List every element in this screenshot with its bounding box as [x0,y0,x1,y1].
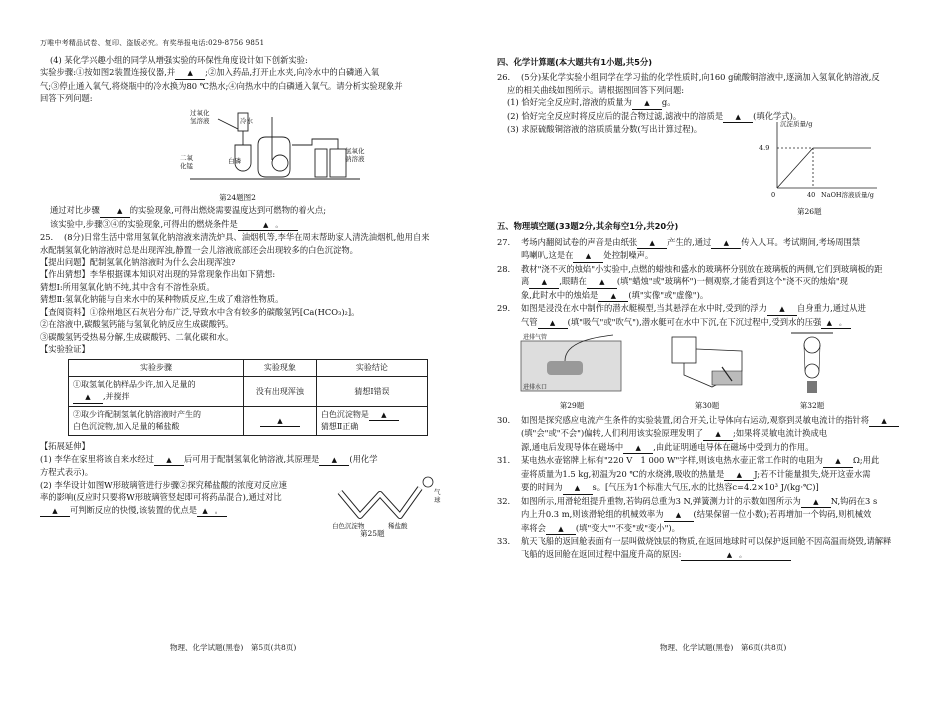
fig24-label: 氢溶液 [190,116,210,125]
fig30-caption: 第30题 [694,400,720,410]
answer-blank[interactable]: ▲ [598,291,628,303]
question-27: 27. 考场内翻阅试卷的声音是由纸张 ▲ 产生的,通过 ▲ 传入人耳。考试期间,考场周围禁 鸣喇叭,这是在 ▲ 处控制噪声。 [497,236,907,263]
page-footer-right: 物理、化学试题(黑卷) 第6页(共8页) [660,643,787,652]
question-32: 32. 如图所示,用滑轮组提升重物,若钩码总重为3 N,弹簧测力计的示数如图所示为 ▲ N,钩码在3 s 内上升0.3 m,则该滑轮组的机械效率为 ▲ (结果保留一位小数);若再增加一个钩码,则机械效 率将会 ▲ (填"变大""不变"或"变小")。 [497,495,907,536]
answer-blank[interactable]: ▲ [869,416,899,428]
q24-steps-cont: 气;③停止通入氧气,将烧瓶中的冷水换为80 ℃热水;④向热水中的白磷通入氧气。请分析实验现象并 [40,80,403,91]
section-4-title: 四、化学计算题(本大题共有1小题,共5分) [497,57,653,67]
answer-blank[interactable]: ▲ [587,277,617,289]
answer-blank[interactable]: ▲ [369,410,399,422]
figures-29-30-32 [517,331,837,412]
question-28: 28. 教材"浇不灭的烛焰"小实验中,点燃的蜡烛和盛水的玻璃杯分别放在玻璃板的两侧,它们到玻璃板的距 离 ▲ ,眼睛在 ▲ (填"蜡烛"或"玻璃杯")一侧观察,才能看到这个"浇不灭的烛焰"现 象,此时水中的烛焰是 ▲ (填"实像"或"虚像")。 [497,263,907,302]
q24-answer-prompt: 回答下列问题: [40,93,93,104]
answer-blank[interactable]: ▲ 。 [197,506,227,518]
answer-blank[interactable]: ▲ [260,416,300,428]
answer-blank[interactable]: ▲ [724,470,754,482]
q26-1: (1) 恰好完全反应时,溶液的质量为 ▲ g。 [497,96,907,110]
fig26-xlabel: NaOH溶液质量/g [821,191,874,200]
q26-2: (2) 恰好完全反应时将反应后的混合物过滤,滤液中的溶质是 ▲ (填化学式)。 [497,110,907,124]
fig32-pulley [787,331,837,395]
fig26-ytick: 4.9 [759,144,770,153]
fig25-label: 稀盐酸 [388,522,408,531]
fig24-label: 化锰 [180,161,193,170]
answer-blank[interactable]: ▲ [664,510,694,522]
answer-blank[interactable]: ▲ [623,443,653,455]
fig24-label: 冷水 [240,116,253,125]
question-31: 31. 某电热水壶铭牌上标有"220 V 1 000 W"字样,则该电热水壶正常工作时的电阻为 ▲ Ω;用此 壶将质量为1.5 kg,初温为20 ℃的水烧沸,吸收的热量是 ▲ J;若不计能量损失,烧开这壶水需 要的时间为 ▲ s。[气压为1个标准大气压,水的比热容c=4.2×10³ J/(kg·℃)] [497,454,907,495]
fig25-label: 球 [434,496,441,505]
right-page: 四、化学计算题(本大题共有1小题,共5分) 26. (5分)某化学实验小组同学在学习盐的化学性质时,向160 g硫酸铜溶液中,逐滴加入氢氧化钠溶液,反 应的相关曲线如图所示。请根据图回答下列问题: (1) 恰好完全反应时,溶液的质量为 ▲ g。 (2) 恰好完全反应时将反应后的混合物过滤,滤液中的溶质是 ▲ (填化学式)。 (3) 求原硫酸铜溶液的溶质质量分数(写出计算过程)。 沉淀质量/g 4.9 0 40 NaOH溶液质量/g 第26题 五、物理填空题(33题2分,其余每空1分,共20分) 27. 考场内翻阅试卷的声音是由纸张 ▲ 产生的,通过 ▲ 传入人耳。考试期间,考场周围禁 鸣喇叭,这是在 ▲ 处控制噪声。 28. 教材"浇不灭的烛焰"小实验中,点燃的蜡烛和盛水的玻璃杯分别放在玻璃板的两侧,它们到玻璃板的距 离 ▲ ,眼睛在 ▲ (填"蜡烛"或"玻璃杯")一侧观察,才能看到这个"浇不灭的烛焰"现 象,此时水中的烛焰是 ▲ (填"实像"或"虚像")。 29. 如图是浸没在水中制作的潜水艇模型,当其悬浮在水中时,受到的浮力 ▲ 自身重力,通过从进 气管 ▲ (填"吸气"或"吹气"),潜水艇可在水中下沉,在下沉过程中,受到水的压强 ▲ 。 进排气管 进排水口 第29题 第30题 第32题 30. 如图是探究感应电流产生条件的实验装置,闭合开关,让导体向右运动,观察到灵敏电流计的指针将 ▲ (填"会"或"不会")偏转,人们利用该实验原理发明了 ▲ ;如果将灵敏电流计换成电 源,通电后发现导体在磁场中 ▲ ,由此证明通电导体在磁场中受到力的作用。 31. 某电热水壶铭牌上标有"220 V 1 000 W"字样,则该电热水壶正常工作时的电阻为 ▲ Ω;用此 壶将质量为1.5 kg,初温为20 ℃的水烧沸,吸收的热量是 ▲ J;若不计能量损失,烧开这壶水需 要的时间为 ▲ s。[气压为1个标准大气压,水的比热容c=4.2×10³ J/(kg·℃)] 32. 如图所示,用滑轮组提升重物,若钩码总重为3 N,弹簧测力计的示数如图所示为 ▲ N,钩码在3 s 内上升0.3 m,则该滑轮组的机械效率为 ▲ (结果保留一位小数);若再增加一个钩码,则机械效 率将会 ▲ (填"变大""不变"或"变小")。 33. 航天飞船的返回舱表面有一层叫做烧蚀层的物质,在返回地球时可以保护返回舱不因高温而烧毁,请解释 飞船的返回舱在返回过程中温度升高的原因: ▲ 。 [497,54,907,714]
table-header: 实验步骤 [69,360,244,377]
fig29-label: 进排水口 [523,384,548,392]
answer-blank[interactable]: ▲ [154,455,184,467]
fig29-label: 进排气管 [523,334,548,342]
answer-blank[interactable]: ▲ [319,455,349,467]
answer-blank[interactable]: ▲ [767,304,797,316]
fig26-ylabel: 沉淀质量/g [780,120,813,129]
answer-blank[interactable]: ▲ 。 [681,550,791,562]
fig26-caption: 第26题 [797,207,822,217]
answer-blank[interactable]: ▲ [801,497,831,509]
fig25-label: 气 [434,488,441,497]
graph-rise [777,148,813,188]
fig25-caption: 第25题 [360,529,385,539]
table-header-row [69,360,428,377]
answer-blank[interactable]: ▲ [703,429,733,441]
fig24-caption: 第24题图2 [219,192,256,202]
q25-ext1: (1) 李华在家里将该自来水经过 ▲ 后可用于配制氢氧化钠溶液,其原理是 ▲ (用化学 [40,453,435,467]
question-33: 33. 航天飞船的返回舱表面有一层叫做烧蚀层的物质,在返回地球时可以保护返回舱不因高温而烧毁,请解释 飞船的返回舱在返回过程中温度升高的原因: ▲ 。 [497,535,907,561]
table-row: ②取少许配制氢氧化钠溶液时产生的 白色沉淀物,加入足量的稀盐酸 ▲ 白色沉淀物是 ▲ 猜想Ⅱ正确 [69,406,428,436]
q26-3: (3) 求原硫酸铜溶液的溶质质量分数(写出计算过程)。 [507,124,703,135]
page-header: 万唯中考精品试卷、复印、盗版必究。有奖举报电话:029-8756 9851 [40,39,265,47]
answer-blank[interactable]: ▲ [100,206,130,218]
section-5-title: 五、物理填空题(33题2分,其余每空1分,共20分) [497,221,679,232]
q24-steps: 实验步骤:①按如图2装置连接仪器,并 ▲ ;②加入药品,打开止水夹,向冷水中的白磷通入氧 [40,66,435,80]
experiment-table [68,359,428,436]
page-footer-left: 物理、化学试题(黑卷) 第5页(共8页) [170,643,297,652]
fig24-label: 过氧化 [190,108,210,117]
fig30-induction [652,331,762,395]
q24-contrast: 通过对比步骤 ▲ 的实验现象,可得出燃烧需要温度达到可燃物的着火点; [40,204,435,218]
question-25: 25. (8分)日常生活中常用氢氧化钠溶液来清洗炉具、油烟机等,李华在周末帮助家人清洗油烟机,他用自来 [40,232,430,243]
answer-blank[interactable]: ▲ [538,318,568,330]
table-header: 实验现象 [244,360,317,377]
left-page: (4) 某化学兴趣小组的同学从增强实验的环保性角度设计如下创新实验: 实验步骤:①按如图2装置连接仪器,并 ▲ ;②加入药品,打开止水夹,向冷水中的白磷通入氧 气;③停止通入氧气,将烧瓶中的冷水换为80 ℃热水;④向热水中的白磷通入氧气。请分析实验现象并 回答下列问题: 过氧化 氢溶液 二氧 化锰 冷水 白磷 氢氧化 钠溶液 第24题图2 通过对比步骤 ▲ 的实验现象,可得出燃烧需要温度达到可燃物的着火点; 该实验中,步骤③④的实验现象,可得出的燃烧条件是 ▲ 。 25. (8分)日常生活中常用氢氧化钠溶液来清洗炉具、油烟机等,李华在周末帮助家人清洗油烟机,他用自来 水配制氢氧化钠溶液时总是出现浑浊,静置一会儿溶液底部还会出现较多的白色沉淀物。 【提出问题】配制氢氧化钠溶液时为什么会出现浑浊? 【作出猜想】李华根据课本知识对出现的异常现象作出如下猜想: 猜想Ⅰ:所用氢氧化钠不纯,其中含有不溶性杂质。 猜想Ⅱ:氢氧化钠能与自来水中的某种物质反应,生成了难溶性物质。 【查阅资料】①徐州地区石灰岩分布广泛,导致水中含有较多的碳酸氢钙[Ca(HCO₃)₂]。 ②在溶液中,碳酸氢钙能与氢氧化钠反应生成碳酸钙。 ③碳酸氢钙受热易分解,生成碳酸钙、二氧化碳和水。 【实验验证】 实验步骤 实验现象 实验结论 ①取氢氧化钠样品少许,加入足量的 ▲ ,并搅拌 没有出现浑浊 猜想Ⅰ错误 ②取少许配制氢氧化钠溶液时产生的 白色沉淀物,加入足量的稀盐酸 ▲ 白色沉淀物是 ▲ 猜想Ⅱ正确 【拓展延伸】 (1) 李华在家里将该自来水经过 ▲ 后可用于配制氢氧化钠溶液,其原理是 ▲ (用化学 方程式表示)。 (2) 李华设计如图W形玻璃管进行步骤②探究稀盐酸的浓度对反应速 率的影响(反应时只要将W形玻璃管竖起即可将药品混合),通过对比 ▲ 可判断反应的快慢,该装置的优点是 ▲ 。 白色沉淀物 稀盐酸 气 球 第25题 [40,55,441,539]
table-header: 实验结论 [316,360,427,377]
fig24-label: 钠溶液 [345,154,365,163]
fig24-apparatus [40,105,435,191]
fig24-label: 氢氧化 [345,146,365,155]
fig29-caption: 第29题 [559,400,585,410]
fig25-label: 白色沉淀物 [332,522,365,531]
fig24-label: 二氧 [180,153,193,162]
q24-condition: 该实验中,步骤③④的实验现象,可得出的燃烧条件是 ▲ 。 [40,218,435,232]
fig26-graph [747,118,887,204]
answer-blank[interactable]: ▲ [632,98,662,110]
answer-blank[interactable]: ▲ [823,456,853,468]
fig29-submarine [517,331,627,395]
fig32-caption: 第32题 [799,400,825,410]
answer-blank[interactable]: ▲ [546,524,576,536]
fig24-label: 白磷 [228,156,241,165]
answer-blank[interactable]: ▲ 。 [821,318,851,330]
question-26: 26. (5分)某化学实验小组同学在学习盐的化学性质时,向160 g硫酸铜溶液中,逐滴加入氢氧化钠溶液,反 [497,72,880,83]
answer-blank[interactable]: ▲ [723,112,753,124]
answer-blank[interactable]: ▲ [711,238,741,250]
fig26-xtick: 40 [807,191,816,200]
fig25-w-tube [332,472,442,534]
answer-blank[interactable]: ▲ [175,68,205,80]
answer-blank[interactable]: ▲ [73,392,103,404]
fig26-xtick: 0 [771,191,776,200]
question-30: 30. 如图是探究感应电流产生条件的实验装置,闭合开关,让导体向右运动,观察到灵敏电流计的指针将 ▲ (填"会"或"不会")偏转,人们利用该实验原理发明了 ▲ ;如果将灵敏电流计换成电 源,通电后发现导体在磁场中 ▲ ,由此证明通电导体在磁场中受到力的作用。 [497,414,907,455]
answer-blank[interactable]: ▲ 。 [238,220,298,232]
q25-ext2: ▲ 可判断反应的快慢,该装置的优点是 ▲ 。 [40,504,435,518]
answer-blank[interactable]: ▲ [563,483,593,495]
question-29: 29. 如图是浸没在水中制作的潜水艇模型,当其悬浮在水中时,受到的浮力 ▲ 自身重力,通过从进 气管 ▲ (填"吸气"或"吹气"),潜水艇可在水中下沉,在下沉过程中,受到水的压强 ▲ 。 [497,302,907,329]
table-row: ①取氢氧化钠样品少许,加入足量的 ▲ ,并搅拌 没有出现浑浊 猜想Ⅰ错误 [69,377,428,407]
q24-part4-intro: (4) 某化学兴趣小组的同学从增强实验的环保性角度设计如下创新实验: [49,55,308,65]
answer-blank[interactable]: ▲ [40,506,70,518]
answer-blank[interactable]: ▲ [637,238,667,250]
answer-blank[interactable]: ▲ [529,277,559,289]
answer-blank[interactable]: ▲ [573,251,603,263]
